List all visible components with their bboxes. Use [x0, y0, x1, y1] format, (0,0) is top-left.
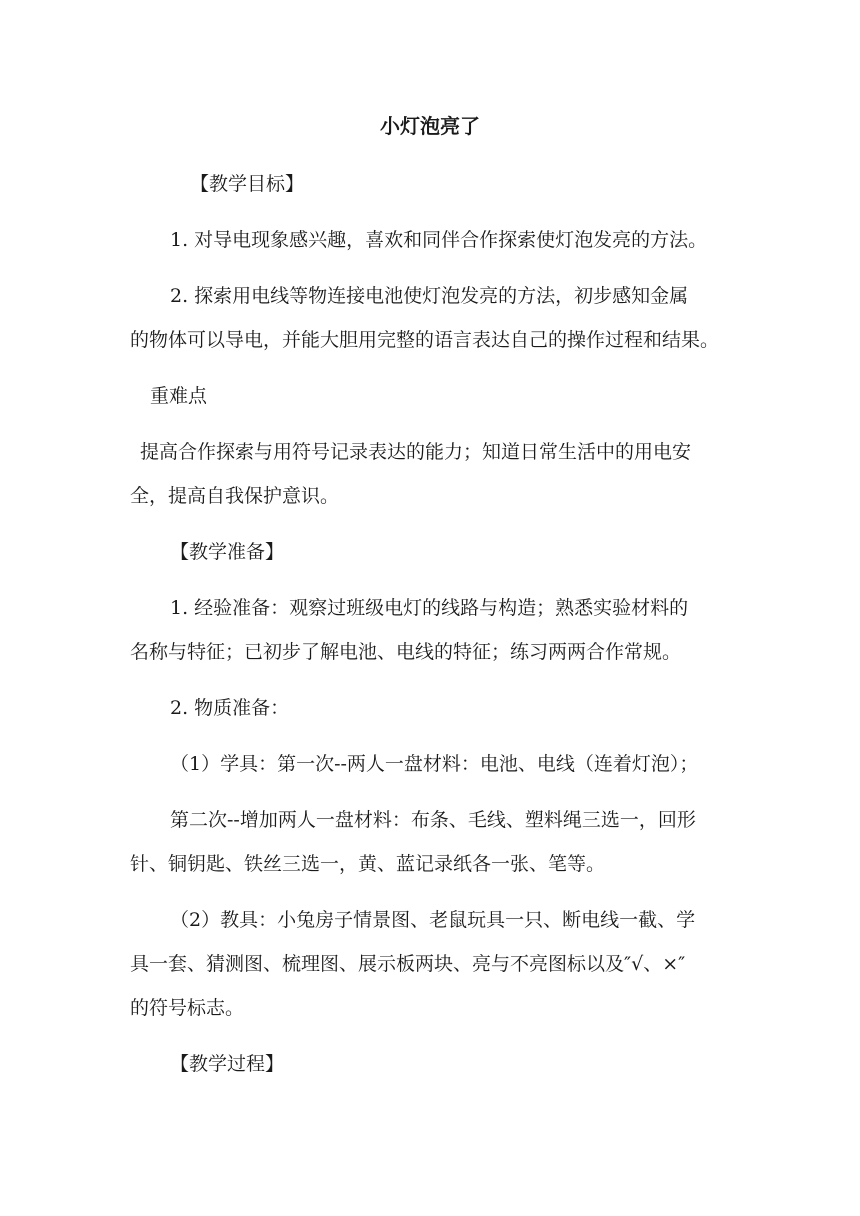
paragraph-line: 1. 经验准备：观察过班级电灯的线路与构造；熟悉实验材料的 [170, 597, 689, 619]
section-heading-process: 【教学过程】 [170, 1053, 285, 1075]
paragraph-line: 的符号标志。 [130, 997, 245, 1019]
paragraph-line: 的物体可以导电，并能大胆用完整的语言表达自己的操作过程和结果。 [130, 329, 720, 351]
section-heading-objectives: 【教学目标】 [190, 173, 305, 195]
section-heading-key-points: 重难点 [150, 385, 208, 407]
paragraph-line: 全，提高自我保护意识。 [130, 485, 340, 507]
paragraph-line: （1）学具：第一次--两人一盘材料：电池、电线（连着灯泡）； [170, 753, 699, 775]
paragraph-line: 1. 对导电现象感兴趣，喜欢和同伴合作探索使灯泡发亮的方法。 [170, 229, 708, 251]
paragraph-line: 2. 物质准备： [170, 697, 290, 719]
paragraph-line: （2）教具：小兔房子情景图、老鼠玩具一只、断电线一截、学 [170, 909, 696, 931]
paragraph-line: 第二次--增加两人一盘材料：布条、毛线、塑料绳三选一，回形 [170, 809, 696, 831]
paragraph-line: 2. 探索用电线等物连接电池使灯泡发亮的方法，初步感知金属 [170, 285, 689, 307]
paragraph-line: 提高合作探索与用符号记录表达的能力；知道日常生活中的用电安 [140, 441, 692, 463]
document-title: 小灯泡亮了 [380, 114, 480, 138]
section-heading-preparation: 【教学准备】 [170, 541, 285, 563]
paragraph-line: 名称与特征；已初步了解电池、电线的特征；练习两两合作常规。 [130, 641, 682, 663]
paragraph-line: 针、铜钥匙、铁丝三选一，黄、蓝记录纸各一张、笔等。 [130, 853, 606, 875]
paragraph-line: 具一套、猜测图、梳理图、展示板两块、亮与不亮图标以及″√、×″ [130, 953, 686, 975]
